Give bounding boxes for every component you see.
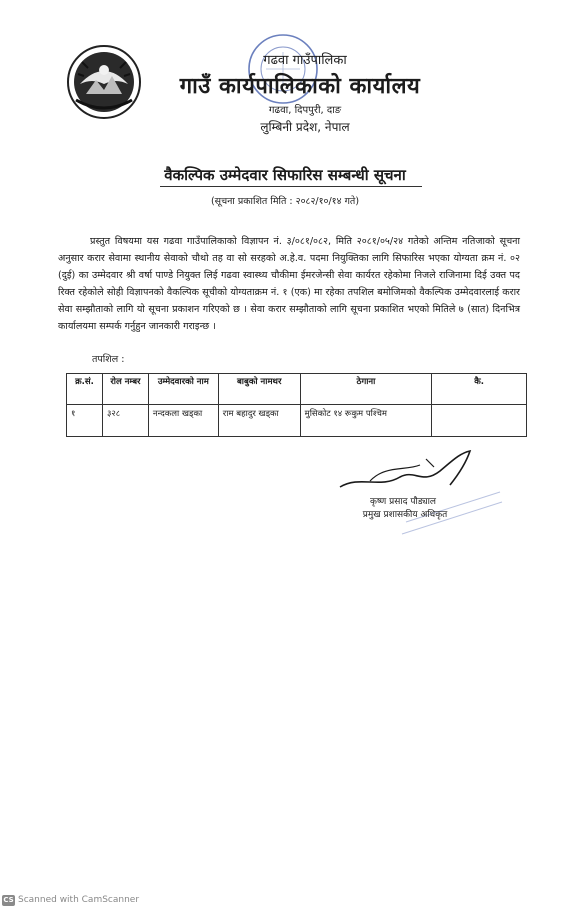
- province-country: लुम्बिनी प्रदेश, नेपाल: [260, 120, 350, 134]
- col-header-serial: क्र.सं.: [67, 374, 103, 405]
- title-underline: [160, 186, 422, 187]
- cell-serial: १: [67, 405, 103, 437]
- table-header-row: [67, 374, 527, 405]
- candidate-table: [66, 373, 527, 437]
- scanner-watermark: [2, 893, 139, 907]
- cell-father: राम बहादुर खड्का: [218, 405, 300, 437]
- col-header-remarks: कै.: [432, 374, 527, 405]
- details-label: तपशिल :: [92, 354, 125, 365]
- camscanner-logo-icon: CS: [3, 896, 14, 904]
- office-address: गढवा, दिपपुरी, दाङ: [268, 105, 342, 116]
- notice-body: [58, 233, 520, 335]
- cell-remarks: [432, 405, 527, 437]
- notice-paragraph: प्रस्तुत विषयमा यस गढवा गाउँपालिकाको विज्ञापन नं. ३/०८१/०८२, मिति २०८१/०५/२४ गतेको अन्तिम नतिजाको सूचना अनुसार करार सेवामा स्थानीय सेवाको चौथो तह वा सो सरहको अ.हे.व. पदमा नियुक्तिका लागि सिफारिस भएका योग्यता क्रम नं. ०२ (दुई) का उम्मेदवार श्री वर्षा पाण्डे नियुक्त लिई गढवा स्वास्थ्य चौकीमा ईमरजेन्सी सेवा कार्यरत रहेकोमा निजले राजिनामा दिई उक्त पद रिक्त रहेकोले सोही विज्ञापनको वैकल्पिक सूचीको योग्यताक्रम नं. १ (एक) मा रहेका तपशिल बमोजिमको वैकल्पिक उम्मेदवारलाई करार सेवा सम्झौताको लागि यो सूचना प्रकाशन गरिएको छ । सेवा करार सम्झौताको लागि सूचना प्रकाशित भएको मितिले ७ (सात) दिनभित्र कार्यालयमा सम्पर्क गर्नुहुन जानकारी गराइन्छ ।: [58, 236, 520, 332]
- col-header-address: ठेगाना: [300, 374, 432, 405]
- office-name: गाउँ कार्यपालिकाको कार्यालय: [179, 74, 421, 99]
- col-header-roll: रोल नम्बर: [102, 374, 148, 405]
- nepal-emblem-logo: [66, 44, 142, 120]
- notice-title: वैकल्पिक उम्मेदवार सिफारिस सम्बन्धी सूचना: [164, 166, 406, 184]
- municipality-name: गढवा गाउँपालिका: [263, 53, 347, 68]
- col-header-father: बाबुको नामथर: [218, 374, 300, 405]
- signer-title: प्रमुख प्रशासकीय अधिकृत: [362, 510, 448, 520]
- col-header-candidate: उम्मेदवारको नाम: [148, 374, 218, 405]
- cell-candidate: नन्दकला खड्का: [148, 405, 218, 437]
- cell-roll: ३२८: [102, 405, 148, 437]
- cell-address: मुसिकोट १४ रूकुम पश्चिम: [300, 405, 432, 437]
- signer-name: कृष्ण प्रसाद पौड्याल: [369, 497, 436, 507]
- table-row: [67, 405, 527, 437]
- publication-date: (सूचना प्रकाशित मिति : २०८२/१०/१४ गते): [210, 196, 360, 207]
- scanner-text: Scanned with CamScanner: [18, 895, 140, 905]
